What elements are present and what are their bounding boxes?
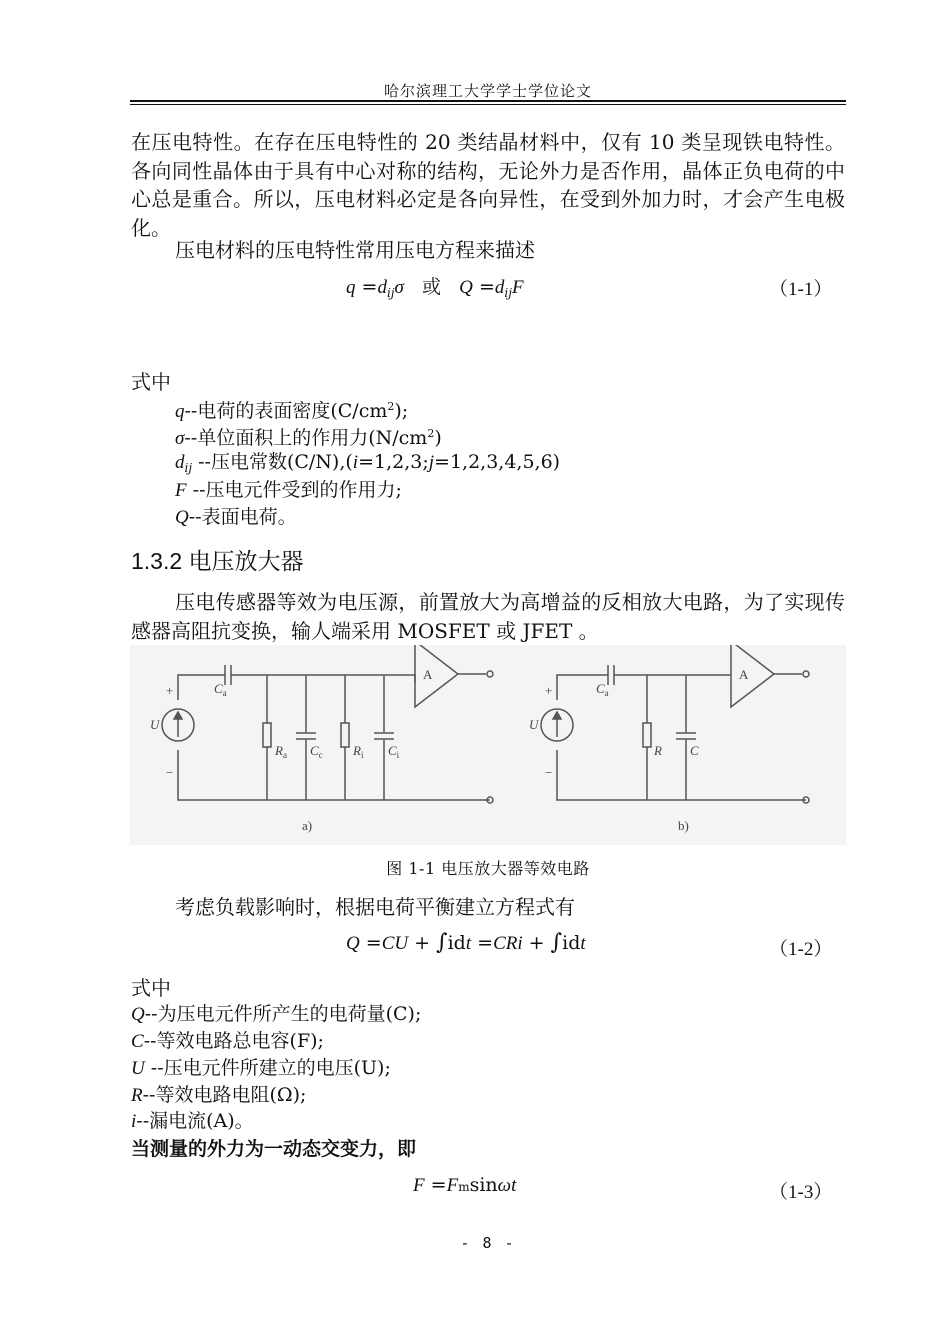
var-F-desc: --压电元件受到的作用力;	[192, 479, 402, 501]
sublabel-b: b)	[678, 818, 689, 833]
figure-caption: 图 1-1 电压放大器等效电路	[386, 859, 590, 878]
intro-paragraph: 在压电特性。在存在压电特性的 20 类结晶材料中，仅有 10 类呈现铁电特性。各向同性晶体由于具有中心对称的结构，无论外力是否作用，晶体正负电荷的中心总是重合。所以，压电材料必定是各向异性，在受到外加力时，才会产生电极化。	[131, 130, 845, 240]
minus-label-a: −	[166, 765, 174, 780]
where-label-2: 式中	[131, 976, 171, 1000]
amp-label-a: A	[423, 667, 433, 682]
var-sigma-line: σ--单位面积上的作用力$(N/cm^2)$	[175, 427, 442, 449]
var-d-line: $d_{ij}$ --压电常数(C/N),(i=1,2,3;j=1,2,3,4,5,6)	[175, 451, 561, 475]
section-heading	[131, 543, 304, 576]
var2-i-desc: --漏电流(A)。	[136, 1110, 254, 1132]
var-Q-desc: --表面电荷。	[188, 506, 297, 528]
page-number: - 8 -	[460, 1234, 516, 1252]
running-header: 哈尔滨理工大学学士学位论文	[383, 82, 592, 100]
header-rule-thin	[130, 104, 846, 105]
equation-number-1-1: （1-1）	[769, 279, 833, 300]
sublabel-a: a)	[302, 818, 313, 833]
var2-C-line: C--等效电路总电容(F);	[131, 1030, 324, 1052]
var2-R-desc: --等效电路电阻(Ω);	[142, 1084, 307, 1106]
var2-Q-line: Q--为压电元件所产生的电荷量(C);	[131, 1003, 422, 1025]
header-rule-thick	[130, 100, 846, 102]
plus-label-a: +	[166, 683, 174, 698]
equation-intro: 压电材料的压电特性常用压电方程来描述	[175, 238, 535, 262]
var2-Q-desc: --为压电元件所产生的电荷量(C);	[144, 1003, 422, 1025]
var-d-desc: --压电常数(C/N),(	[198, 451, 353, 473]
equation-number-1-3: （1-3）	[769, 1182, 833, 1203]
load-paragraph: 考虑负载影响时，根据电荷平衡建立方程式有	[175, 895, 575, 919]
section-title: 电压放大器	[188, 548, 304, 574]
var-F-line: F --压电元件受到的作用力;	[175, 479, 402, 501]
source-label-b: U	[529, 717, 539, 732]
equation-1-3: F =Fmsinωt	[413, 1174, 517, 1196]
label-c: C	[690, 743, 699, 758]
var-j-range: =1,2,3,4,5,6)	[434, 451, 561, 473]
var2-U-desc: --压电元件所建立的电压(U);	[150, 1057, 391, 1079]
equation-number-1-2: （1-2）	[769, 939, 833, 960]
var-q-desc: --电荷的表面密度(C/cm	[184, 400, 388, 422]
label-cc: $C_c$	[310, 743, 323, 760]
label-ra: $R_a$	[275, 743, 287, 760]
plus-label-b: +	[545, 683, 553, 698]
dynamic-force-text: 当测量的外力为一动态交变力，即	[131, 1138, 417, 1160]
var2-U-line: U --压电元件所建立的电压(U);	[131, 1057, 391, 1079]
var-q-line: q--电荷的表面密度$(C/cm^2)$;	[175, 400, 409, 422]
source-label-a: U	[150, 717, 160, 732]
var2-C-desc: --等效电路总电容(F);	[143, 1030, 324, 1052]
var2-R-line: R--等效电路电阻(Ω);	[131, 1084, 307, 1106]
amp-label-b: A	[739, 667, 749, 682]
var-sigma-exp: 2	[427, 427, 435, 440]
equation-connector: 或	[422, 276, 442, 298]
var-i-range: =1,2,3;	[358, 451, 429, 473]
var-sigma-desc: --单位面积上的作用力(N/cm	[184, 427, 428, 449]
minus-label-b: −	[545, 765, 553, 780]
label-ri: $R_i$	[353, 743, 364, 760]
var-q-tail: );	[394, 400, 409, 422]
var2-i-line: i--漏电流(A)。	[131, 1110, 254, 1132]
where-label: 式中	[131, 370, 171, 394]
label-ca-b: $C_a$	[596, 681, 609, 698]
var-sigma-tail: )	[434, 427, 442, 449]
label-ca-a: $C_a$	[214, 681, 227, 698]
var-Q-line: Q--表面电荷。	[175, 506, 297, 528]
equation-1-1: $q =d_{ij}\sigma$ 或 $Q =d_{ij}F$	[346, 276, 524, 300]
section-paragraph: 压电传感器等效为电压源，前置放大为高增益的反相放大电路，为了实现传感器高阻抗变换，输人端采用 MOSFET 或 JFET 。	[131, 590, 845, 643]
section-number: 1.3.2	[131, 548, 183, 574]
var-q-exp: 2	[387, 400, 395, 413]
label-r: R	[654, 743, 662, 758]
equation-1-2: Q =CU + ∫idt =CRi + ∫idt	[346, 930, 586, 955]
label-ci: $C_i$	[388, 743, 400, 760]
figure-1-1	[130, 645, 846, 845]
